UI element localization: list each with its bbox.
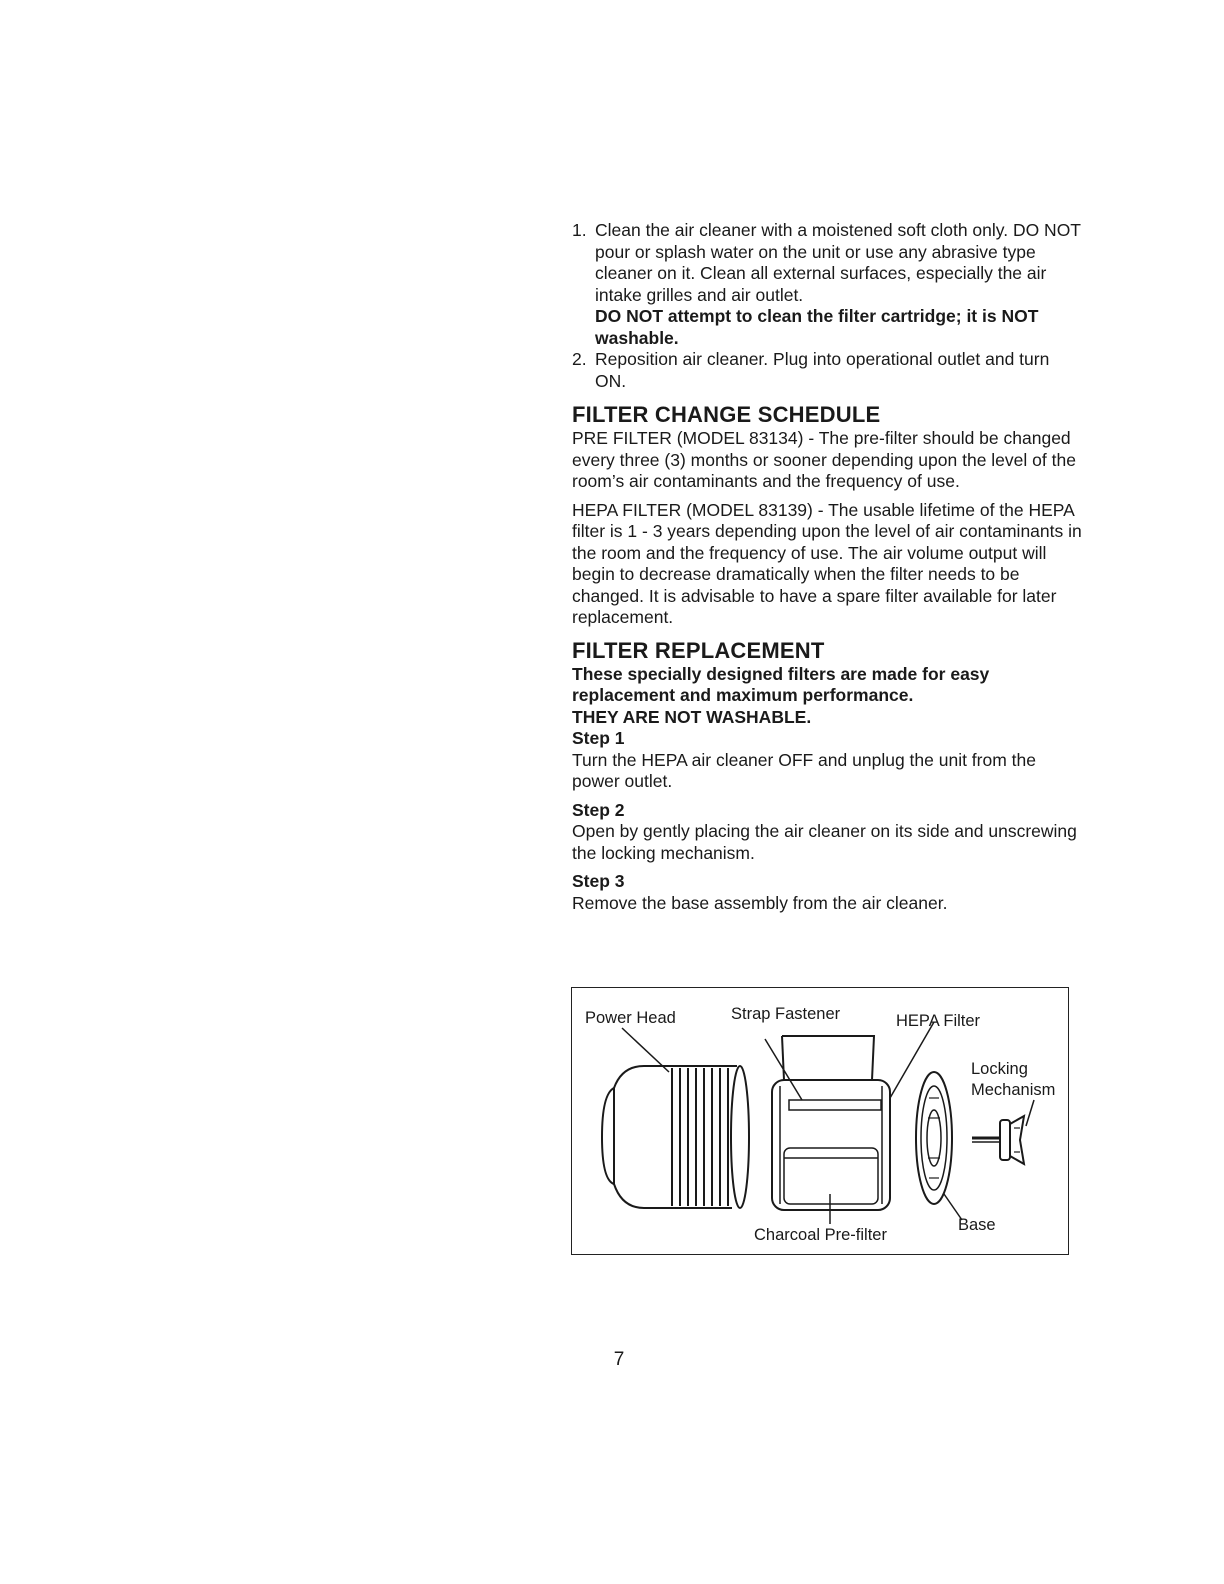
filter-cartridge-drawing xyxy=(772,1036,890,1210)
instruction-item-1 xyxy=(572,220,1082,349)
instruction-text: Reposition air cleaner. Plug into operational outlet and turn ON. xyxy=(595,349,1050,391)
label-base: Base xyxy=(958,1216,996,1234)
step-1-text: Turn the HEPA air cleaner OFF and unplug the unit from the power outlet. xyxy=(572,749,1036,791)
label-strap-fastener: Strap Fastener xyxy=(731,1005,841,1023)
filter-replacement-heading: FILTER REPLACEMENT xyxy=(572,637,825,663)
page-number: 7 xyxy=(613,1349,625,1370)
instruction-number: 2. xyxy=(572,349,587,369)
label-charcoal-prefilter: Charcoal Pre-filter xyxy=(754,1226,887,1244)
pre-filter-paragraph: PRE FILTER (MODEL 83134) - The pre-filter should be changed every three (3) months or sooner depending upon the level of the room’s air contaminants and the frequency of use. xyxy=(572,428,1076,491)
replacement-intro: These specially designed filters are made for easy replacement and maximum performance. xyxy=(572,663,990,705)
label-power-head: Power Head xyxy=(585,1009,676,1027)
label-hepa-filter: HEPA Filter xyxy=(896,1012,981,1030)
instruction-number: 1. xyxy=(572,220,587,240)
filter-assembly-diagram xyxy=(571,987,1069,1255)
instruction-warning: DO NOT attempt to clean the filter cartridge; it is NOT washable. xyxy=(595,306,1039,348)
power-head-drawing xyxy=(602,1066,749,1208)
label-mechanism: Mechanism xyxy=(971,1081,1056,1099)
base-drawing xyxy=(916,1072,952,1204)
step-1-label: Step 1 xyxy=(572,728,625,748)
locking-mechanism-drawing xyxy=(972,1116,1024,1164)
step-3-label: Step 3 xyxy=(572,871,625,891)
label-locking: Locking xyxy=(971,1060,1028,1078)
hepa-filter-paragraph: HEPA FILTER (MODEL 83139) - The usable lifetime of the HEPA filter is 1 - 3 years depending upon the level of air contaminants in the room and the frequency of use. The air volume output will begin to decrease dramatically when the filter needs to be changed. It is advisable to have a spare filter available for later replacement. xyxy=(572,499,1082,627)
not-washable-notice: THEY ARE NOT WASHABLE. xyxy=(572,706,812,727)
text-column xyxy=(572,220,1082,914)
filter-change-schedule-heading: FILTER CHANGE SCHEDULE xyxy=(572,402,881,427)
instruction-item-2 xyxy=(572,349,1082,392)
step-2-text: Open by gently placing the air cleaner on its side and unscrewing the locking mechanism. xyxy=(572,821,1077,863)
step-3-text: Remove the base assembly from the air cleaner. xyxy=(572,892,948,913)
instruction-text: Clean the air cleaner with a moistened soft cloth only. DO NOT pour or splash water on the unit or use any abrasive type cleaner on it. Clean all external surfaces, especially the air intake grilles and air outlet. xyxy=(595,220,1081,305)
step-2-label: Step 2 xyxy=(572,799,625,820)
